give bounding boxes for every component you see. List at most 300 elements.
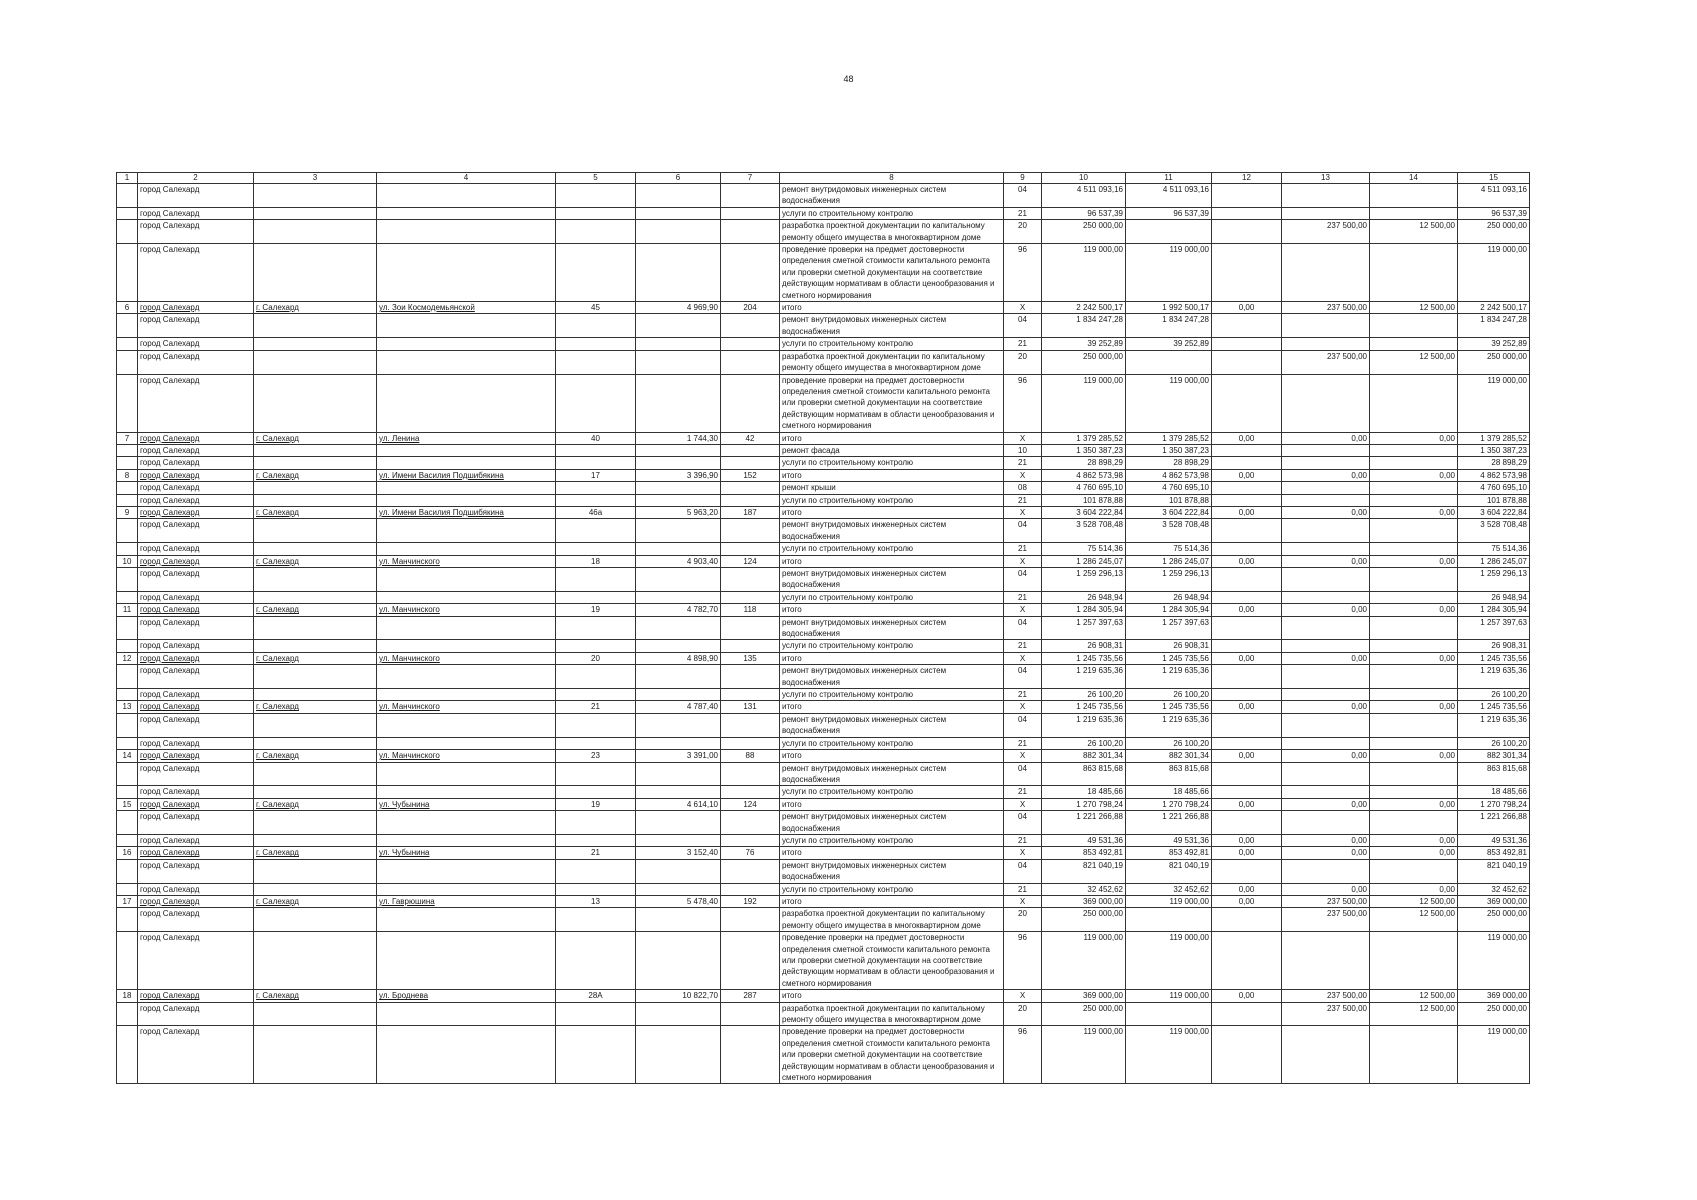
table-cell xyxy=(254,374,377,432)
table-cell: 882 301,34 xyxy=(1042,750,1126,762)
table-cell xyxy=(1370,494,1458,506)
table-cell xyxy=(636,616,721,640)
table-cell xyxy=(556,338,636,350)
table-cell xyxy=(1370,811,1458,835)
table-cell: 8 xyxy=(117,469,138,481)
table-cell xyxy=(117,494,138,506)
table-cell: город Салехард xyxy=(138,883,254,895)
table-cell: 119 000,00 xyxy=(1126,932,1212,990)
table-cell xyxy=(1370,184,1458,208)
table-cell xyxy=(377,713,556,737)
table-cell xyxy=(721,640,780,652)
table-cell: 28 898,29 xyxy=(1458,457,1530,469)
table-cell xyxy=(117,640,138,652)
table-cell: г. Салехард xyxy=(254,652,377,664)
table-cell: 1 219 635,36 xyxy=(1458,713,1530,737)
table-cell: 12 500,00 xyxy=(1370,895,1458,907)
table-cell xyxy=(377,859,556,883)
table-cell xyxy=(556,616,636,640)
table-cell xyxy=(1370,640,1458,652)
table-cell xyxy=(117,568,138,592)
table-cell: X xyxy=(1004,847,1042,859)
table-cell: услуги по строительному контролю xyxy=(780,591,1004,603)
table-cell xyxy=(1370,665,1458,689)
table-row xyxy=(117,762,1530,786)
table-cell xyxy=(1282,640,1370,652)
table-row xyxy=(117,555,1530,567)
table-cell xyxy=(254,207,377,219)
table-cell xyxy=(556,640,636,652)
table-cell: разработка проектной документации по капитальному ремонту общего имущества в многоквартирном доме xyxy=(780,350,1004,374)
table-cell xyxy=(117,786,138,798)
table-cell xyxy=(636,665,721,689)
table-cell: 46а xyxy=(556,506,636,518)
table-cell: 75 514,36 xyxy=(1042,543,1126,555)
table-cell: 369 000,00 xyxy=(1042,990,1126,1002)
table-cell: 18 xyxy=(556,555,636,567)
table-cell xyxy=(1212,1002,1282,1026)
table-cell xyxy=(1212,374,1282,432)
table-cell: 0,00 xyxy=(1282,469,1370,481)
table-row xyxy=(117,220,1530,244)
table-cell xyxy=(254,314,377,338)
table-cell xyxy=(556,834,636,846)
table-cell xyxy=(1212,350,1282,374)
table-cell xyxy=(721,207,780,219)
table-cell xyxy=(377,494,556,506)
table-cell xyxy=(636,591,721,603)
table-cell: 17 xyxy=(556,469,636,481)
table-cell: ремонт фасада xyxy=(780,444,1004,456)
table-cell: 10 xyxy=(117,555,138,567)
table-cell: 1 270 798,24 xyxy=(1042,798,1126,810)
table-cell: 12 500,00 xyxy=(1370,1002,1458,1026)
table-cell: город Салехард xyxy=(138,713,254,737)
column-header-6: 6 xyxy=(636,173,721,184)
table-cell xyxy=(254,457,377,469)
table-cell: 0,00 xyxy=(1212,798,1282,810)
table-cell xyxy=(254,543,377,555)
table-cell xyxy=(636,220,721,244)
table-cell xyxy=(1212,908,1282,932)
table-cell: итого xyxy=(780,652,1004,664)
table-cell xyxy=(556,494,636,506)
table-cell xyxy=(636,350,721,374)
table-cell: 3 528 708,48 xyxy=(1458,519,1530,543)
table-cell: 21 xyxy=(1004,786,1042,798)
table-cell: 21 xyxy=(1004,494,1042,506)
table-cell: 26 948,94 xyxy=(1126,591,1212,603)
table-cell: 124 xyxy=(721,798,780,810)
table-cell xyxy=(1212,665,1282,689)
table-cell: город Салехард xyxy=(138,834,254,846)
table-cell xyxy=(556,207,636,219)
table-row xyxy=(117,469,1530,481)
table-cell xyxy=(556,314,636,338)
table-cell: 88 xyxy=(721,750,780,762)
table-cell: город Салехард xyxy=(138,568,254,592)
table-cell: ул. Манчинского xyxy=(377,750,556,762)
table-cell xyxy=(117,519,138,543)
table-cell: г. Салехард xyxy=(254,302,377,314)
table-cell: 26 100,20 xyxy=(1042,737,1126,749)
table-cell: услуги по строительному контролю xyxy=(780,737,1004,749)
table-cell: 1 219 635,36 xyxy=(1126,713,1212,737)
table-row xyxy=(117,834,1530,846)
table-cell: 0,00 xyxy=(1370,506,1458,518)
table-cell xyxy=(254,908,377,932)
table-cell: 26 948,94 xyxy=(1458,591,1530,603)
table-cell xyxy=(721,519,780,543)
table-cell: 250 000,00 xyxy=(1042,350,1126,374)
table-cell xyxy=(1212,737,1282,749)
table-cell: 119 000,00 xyxy=(1458,374,1530,432)
table-row xyxy=(117,737,1530,749)
table-cell: 23 xyxy=(556,750,636,762)
table-row xyxy=(117,244,1530,302)
table-cell: город Салехард xyxy=(138,1026,254,1084)
table-cell xyxy=(377,314,556,338)
table-cell: проведение проверки на предмет достоверности определения сметной стоимости капитального ремонта или проверки сметной документации на соответствие действующим нормативам в области ценообразования и сметного нормирования xyxy=(780,374,1004,432)
table-cell xyxy=(377,932,556,990)
table-cell xyxy=(556,762,636,786)
table-cell xyxy=(254,220,377,244)
table-cell: 237 500,00 xyxy=(1282,908,1370,932)
table-cell: 0,00 xyxy=(1370,847,1458,859)
table-cell: 0,00 xyxy=(1212,895,1282,907)
table-cell: 0,00 xyxy=(1282,750,1370,762)
table-cell: 26 100,20 xyxy=(1458,737,1530,749)
table-cell xyxy=(556,689,636,701)
table-row xyxy=(117,444,1530,456)
table-cell xyxy=(117,737,138,749)
table-cell: 4 903,40 xyxy=(636,555,721,567)
table-cell xyxy=(1282,591,1370,603)
table-cell: 0,00 xyxy=(1370,555,1458,567)
table-cell xyxy=(556,786,636,798)
table-cell xyxy=(254,811,377,835)
table-cell: город Салехард xyxy=(138,494,254,506)
table-cell: 0,00 xyxy=(1282,798,1370,810)
table-cell xyxy=(117,883,138,895)
table-cell: 853 492,81 xyxy=(1458,847,1530,859)
table-cell: 0,00 xyxy=(1282,701,1370,713)
table-cell: 0,00 xyxy=(1282,652,1370,664)
table-row xyxy=(117,302,1530,314)
table-cell: город Салехард xyxy=(138,908,254,932)
table-cell xyxy=(1370,932,1458,990)
table-cell: итого xyxy=(780,750,1004,762)
table-cell xyxy=(1212,859,1282,883)
table-cell xyxy=(377,207,556,219)
table-cell: город Салехард xyxy=(138,990,254,1002)
table-cell: услуги по строительному контролю xyxy=(780,457,1004,469)
table-row xyxy=(117,1002,1530,1026)
table-cell: город Салехард xyxy=(138,701,254,713)
table-cell xyxy=(117,543,138,555)
table-cell xyxy=(1212,207,1282,219)
table-cell: разработка проектной документации по капитальному ремонту общего имущества в многоквартирном доме xyxy=(780,220,1004,244)
table-cell xyxy=(721,494,780,506)
table-cell: 1 257 397,63 xyxy=(1042,616,1126,640)
table-cell xyxy=(377,374,556,432)
table-cell: город Салехард xyxy=(138,652,254,664)
table-cell: 0,00 xyxy=(1370,604,1458,616)
table-cell: 0,00 xyxy=(1370,652,1458,664)
table-cell: 1 221 266,88 xyxy=(1458,811,1530,835)
table-cell: г. Салехард xyxy=(254,990,377,1002)
table-cell xyxy=(1212,314,1282,338)
table-cell xyxy=(1126,908,1212,932)
table-cell: ремонт внутридомовых инженерных систем водоснабжения xyxy=(780,616,1004,640)
table-cell xyxy=(556,482,636,494)
table-cell: 4 782,70 xyxy=(636,604,721,616)
table-cell: 135 xyxy=(721,652,780,664)
table-cell: город Салехард xyxy=(138,184,254,208)
table-cell: услуги по строительному контролю xyxy=(780,640,1004,652)
table-cell: 250 000,00 xyxy=(1458,350,1530,374)
table-cell: 1 219 635,36 xyxy=(1042,665,1126,689)
table-cell: 0,00 xyxy=(1282,432,1370,444)
table-cell: 1 270 798,24 xyxy=(1458,798,1530,810)
table-cell: город Салехард xyxy=(138,798,254,810)
table-cell: город Салехард xyxy=(138,207,254,219)
table-cell xyxy=(254,713,377,737)
table-cell xyxy=(377,908,556,932)
table-cell: 28 898,29 xyxy=(1042,457,1126,469)
table-cell xyxy=(556,1002,636,1026)
table-cell: 4 862 573,98 xyxy=(1458,469,1530,481)
table-cell xyxy=(636,908,721,932)
table-cell: 19 xyxy=(556,798,636,810)
table-cell xyxy=(117,834,138,846)
table-cell: город Салехард xyxy=(138,1002,254,1026)
table-cell xyxy=(254,616,377,640)
table-cell xyxy=(377,762,556,786)
table-cell: 21 xyxy=(1004,543,1042,555)
table-cell: 26 100,20 xyxy=(1042,689,1126,701)
table-cell: 1 834 247,28 xyxy=(1126,314,1212,338)
table-cell: 1 257 397,63 xyxy=(1126,616,1212,640)
table-cell: 5 478,40 xyxy=(636,895,721,907)
table-cell: 119 000,00 xyxy=(1042,244,1126,302)
table-cell xyxy=(377,665,556,689)
table-cell xyxy=(1370,786,1458,798)
table-cell xyxy=(1212,689,1282,701)
table-cell xyxy=(1282,932,1370,990)
table-cell xyxy=(1212,519,1282,543)
column-header-4: 4 xyxy=(377,173,556,184)
table-cell xyxy=(377,737,556,749)
table-cell: 75 514,36 xyxy=(1458,543,1530,555)
table-cell xyxy=(1370,859,1458,883)
table-cell: 14 xyxy=(117,750,138,762)
table-cell: итого xyxy=(780,895,1004,907)
table-cell: 32 452,62 xyxy=(1126,883,1212,895)
table-cell xyxy=(1282,338,1370,350)
table-cell: ремонт внутридомовых инженерных систем водоснабжения xyxy=(780,519,1004,543)
table-cell xyxy=(636,314,721,338)
table-cell xyxy=(117,207,138,219)
table-cell xyxy=(636,444,721,456)
table-row xyxy=(117,665,1530,689)
table-cell xyxy=(721,1026,780,1084)
table-cell xyxy=(556,220,636,244)
table-cell xyxy=(117,338,138,350)
table-cell xyxy=(377,640,556,652)
table-cell: ремонт внутридомовых инженерных систем водоснабжения xyxy=(780,859,1004,883)
table-cell: 21 xyxy=(1004,737,1042,749)
table-cell xyxy=(1282,859,1370,883)
table-cell xyxy=(377,338,556,350)
table-cell: 237 500,00 xyxy=(1282,895,1370,907)
table-cell: 1 245 735,56 xyxy=(1042,701,1126,713)
table-cell xyxy=(1282,494,1370,506)
table-cell: город Салехард xyxy=(138,338,254,350)
table-cell: 4 614,10 xyxy=(636,798,721,810)
table-cell: 237 500,00 xyxy=(1282,350,1370,374)
table-cell xyxy=(377,1026,556,1084)
table-row xyxy=(117,374,1530,432)
table-cell: 0,00 xyxy=(1370,701,1458,713)
table-cell xyxy=(1212,786,1282,798)
column-header-8: 8 xyxy=(780,173,1004,184)
table-cell xyxy=(556,519,636,543)
table-cell xyxy=(117,350,138,374)
table-row xyxy=(117,811,1530,835)
table-cell xyxy=(117,1002,138,1026)
table-cell: 76 xyxy=(721,847,780,859)
table-cell: 28 898,29 xyxy=(1126,457,1212,469)
table-row xyxy=(117,482,1530,494)
table-cell: 863 815,68 xyxy=(1042,762,1126,786)
table-cell: 26 908,31 xyxy=(1126,640,1212,652)
table-cell: ул. Зои Космодемьянской xyxy=(377,302,556,314)
table-cell xyxy=(117,314,138,338)
table-cell: 0,00 xyxy=(1370,432,1458,444)
table-cell: город Салехард xyxy=(138,932,254,990)
table-cell xyxy=(1212,568,1282,592)
table-cell: 26 100,20 xyxy=(1458,689,1530,701)
table-cell xyxy=(117,859,138,883)
table-cell: 1 259 296,13 xyxy=(1126,568,1212,592)
table-cell xyxy=(1370,568,1458,592)
table-cell: 1 350 387,23 xyxy=(1126,444,1212,456)
table-cell: 119 000,00 xyxy=(1458,932,1530,990)
table-cell: 853 492,81 xyxy=(1042,847,1126,859)
table-cell: 0,00 xyxy=(1370,469,1458,481)
table-cell: 04 xyxy=(1004,519,1042,543)
table-cell: X xyxy=(1004,750,1042,762)
table-cell: г. Салехард xyxy=(254,604,377,616)
column-header-15: 15 xyxy=(1458,173,1530,184)
table-cell xyxy=(254,640,377,652)
table-cell: 821 040,19 xyxy=(1042,859,1126,883)
table-cell: 1 286 245,07 xyxy=(1126,555,1212,567)
table-cell xyxy=(377,883,556,895)
table-cell: 118 xyxy=(721,604,780,616)
table-cell xyxy=(1282,786,1370,798)
table-cell: 250 000,00 xyxy=(1458,220,1530,244)
table-cell xyxy=(377,568,556,592)
table-cell: ул. Манчинского xyxy=(377,604,556,616)
table-cell: город Салехард xyxy=(138,482,254,494)
table-cell xyxy=(1212,932,1282,990)
table-cell: 26 908,31 xyxy=(1042,640,1126,652)
table-cell: г. Салехард xyxy=(254,750,377,762)
table-cell xyxy=(556,457,636,469)
table-cell: 9 xyxy=(117,506,138,518)
table-cell: итого xyxy=(780,555,1004,567)
table-cell: 26 100,20 xyxy=(1126,737,1212,749)
table-cell xyxy=(1212,220,1282,244)
table-cell xyxy=(721,1002,780,1026)
table-cell: 250 000,00 xyxy=(1458,1002,1530,1026)
table-cell xyxy=(377,591,556,603)
table-cell: 3 604 222,84 xyxy=(1458,506,1530,518)
table-cell: 1 221 266,88 xyxy=(1042,811,1126,835)
table-cell: 21 xyxy=(1004,689,1042,701)
table-cell: 187 xyxy=(721,506,780,518)
table-row xyxy=(117,990,1530,1002)
table-row xyxy=(117,786,1530,798)
table-cell: 5 963,20 xyxy=(636,506,721,518)
table-cell: ул. Манчинского xyxy=(377,555,556,567)
table-cell: 15 xyxy=(117,798,138,810)
table-cell xyxy=(556,591,636,603)
table-cell: 119 000,00 xyxy=(1042,932,1126,990)
table-cell xyxy=(1212,444,1282,456)
table-cell: ул. Чубынина xyxy=(377,847,556,859)
table-cell: X xyxy=(1004,652,1042,664)
column-header-12: 12 xyxy=(1212,173,1282,184)
table-cell xyxy=(556,883,636,895)
table-cell xyxy=(556,859,636,883)
table-cell: г. Салехард xyxy=(254,798,377,810)
table-cell xyxy=(117,811,138,835)
table-cell: 1 245 735,56 xyxy=(1042,652,1126,664)
table-cell xyxy=(254,568,377,592)
table-cell: город Салехард xyxy=(138,895,254,907)
table-cell: ул. Манчинского xyxy=(377,701,556,713)
table-cell: 0,00 xyxy=(1212,302,1282,314)
table-cell: 13 xyxy=(556,895,636,907)
table-row xyxy=(117,640,1530,652)
table-cell: X xyxy=(1004,990,1042,1002)
table-cell: 0,00 xyxy=(1212,604,1282,616)
table-cell: 1 286 245,07 xyxy=(1042,555,1126,567)
table-cell: услуги по строительному контролю xyxy=(780,338,1004,350)
table-cell: город Салехард xyxy=(138,506,254,518)
table-cell xyxy=(636,494,721,506)
table-cell xyxy=(636,1002,721,1026)
table-cell xyxy=(117,1026,138,1084)
table-cell: проведение проверки на предмет достоверности определения сметной стоимости капитального ремонта или проверки сметной документации на соответствие действующим нормативам в области ценообразования и сметного нормирования xyxy=(780,244,1004,302)
table-cell: 1 350 387,23 xyxy=(1458,444,1530,456)
table-cell: 04 xyxy=(1004,713,1042,737)
table-cell: ул. Чубынина xyxy=(377,798,556,810)
table-cell xyxy=(1370,374,1458,432)
table-cell xyxy=(1126,1002,1212,1026)
table-cell xyxy=(636,482,721,494)
table-cell: 1 286 245,07 xyxy=(1458,555,1530,567)
table-cell: 10 822,70 xyxy=(636,990,721,1002)
table-cell: 26 948,94 xyxy=(1042,591,1126,603)
table-cell xyxy=(377,689,556,701)
table-cell xyxy=(721,859,780,883)
table-cell: X xyxy=(1004,895,1042,907)
table-cell xyxy=(721,457,780,469)
